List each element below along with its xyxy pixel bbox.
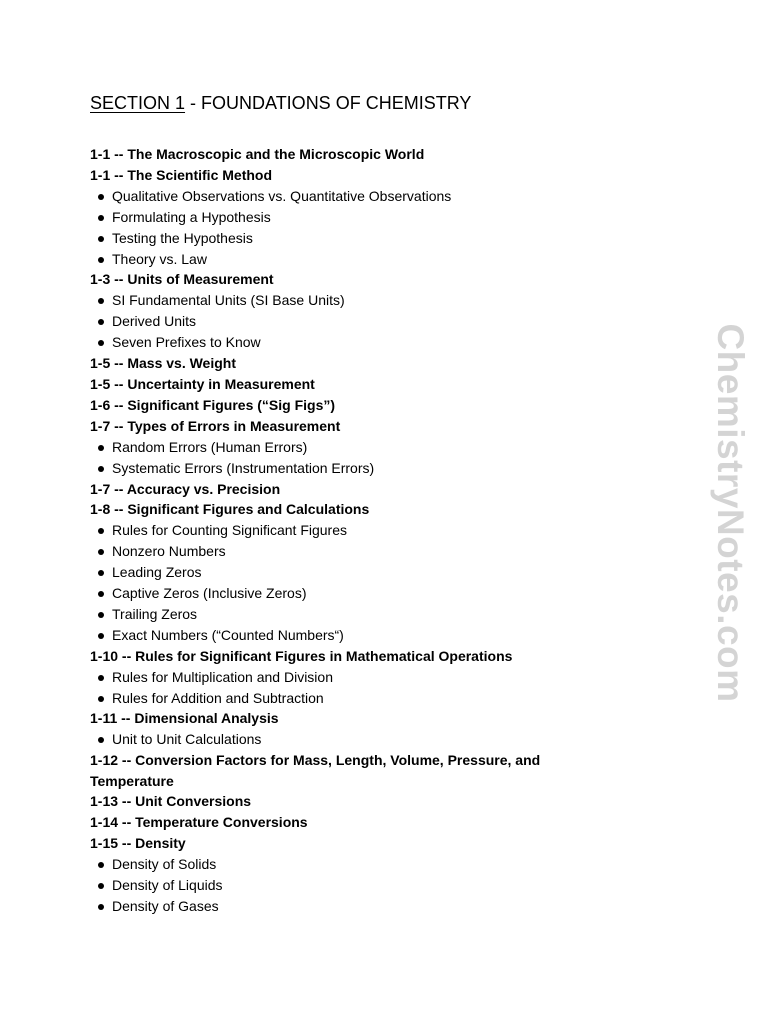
- bullet-icon: [98, 257, 104, 263]
- outline-bullet-item: [90, 688, 560, 709]
- bullet-icon: [98, 340, 104, 346]
- outline-bullet-item: [90, 249, 560, 270]
- section-label: SECTION 1: [90, 93, 186, 113]
- outline-bullet-item: [90, 541, 560, 562]
- bullet-text: SI Fundamental Units (SI Base Units): [112, 292, 345, 309]
- outline-bullet-item: [90, 207, 560, 228]
- bullet-icon: [98, 570, 104, 576]
- outline-bullet-item: [90, 896, 560, 917]
- table-of-contents: [90, 144, 560, 917]
- bullet-icon: [98, 675, 104, 681]
- section-title: [90, 93, 471, 114]
- outline-heading: 1-10 -- Rules for Significant Figures in Mathematical Operations: [90, 647, 513, 664]
- bullet-icon: [98, 612, 104, 618]
- outline-bullet-item: [90, 583, 560, 604]
- outline-heading: 1-12 -- Conversion Factors for Mass, Length, Volume, Pressure, and Temperature: [90, 752, 541, 789]
- outline-bullet-item: [90, 520, 560, 541]
- outline-heading: 1-1 -- The Macroscopic and the Microscopic World: [90, 146, 425, 162]
- outline-bullet-item: [90, 604, 560, 625]
- bullet-text: Density of Liquids: [112, 876, 223, 893]
- bullet-icon: [98, 633, 104, 639]
- section-subtitle: - FOUNDATIONS OF CHEMISTRY: [185, 93, 472, 113]
- bullet-text: Seven Prefixes to Know: [112, 334, 261, 351]
- outline-bullet-item: [90, 875, 560, 896]
- outline-heading: 1-7 -- Accuracy vs. Precision: [90, 480, 281, 497]
- outline-heading: 1-13 -- Unit Conversions: [90, 793, 252, 810]
- bullet-text: Unit to Unit Calculations: [112, 731, 262, 748]
- outline-bullet-item: [90, 311, 560, 332]
- outline-bullet-item: [90, 437, 560, 458]
- bullet-icon: [98, 862, 104, 868]
- bullet-text: Formulating a Hypothesis: [112, 208, 271, 225]
- bullet-icon: [98, 591, 104, 597]
- outline-bullet-item: [90, 562, 560, 583]
- outline-heading: 1-11 -- Dimensional Analysis: [90, 710, 279, 727]
- outline-heading: 1-8 -- Significant Figures and Calculations: [90, 501, 370, 518]
- bullet-text: Rules for Counting Significant Figures: [112, 522, 348, 539]
- bullet-icon: [98, 737, 104, 743]
- bullet-icon: [98, 696, 104, 702]
- bullet-icon: [98, 466, 104, 472]
- bullet-text: Leading Zeros: [112, 564, 202, 581]
- bullet-text: Rules for Addition and Subtraction: [112, 689, 324, 706]
- outline-bullet-item: [90, 854, 560, 875]
- bullet-text: Trailing Zeros: [112, 605, 198, 622]
- bullet-text: Random Errors (Human Errors): [112, 438, 308, 455]
- bullet-text: Qualitative Observations vs. Quantitative Observations: [112, 187, 452, 204]
- outline-heading: 1-5 -- Mass vs. Weight: [90, 355, 237, 372]
- bullet-icon: [98, 298, 104, 304]
- outline-bullet-item: [90, 729, 560, 750]
- bullet-text: Exact Numbers (“Counted Numbers“): [112, 626, 344, 643]
- bullet-icon: [98, 319, 104, 325]
- outline-heading: 1-15 -- Density: [90, 835, 186, 852]
- outline-heading: 1-5 -- Uncertainty in Measurement: [90, 375, 315, 392]
- bullet-text: Density of Solids: [112, 856, 217, 872]
- bullet-icon: [98, 215, 104, 221]
- outline-bullet-item: [90, 228, 560, 249]
- outline-bullet-item: [90, 458, 560, 479]
- bullet-text: Rules for Multiplication and Division: [112, 668, 333, 685]
- outline-bullet-item: [90, 625, 560, 646]
- outline-bullet-item: [90, 667, 560, 688]
- bullet-text: Captive Zeros (Inclusive Zeros): [112, 585, 307, 602]
- bullet-text: Systematic Errors (Instrumentation Errors): [112, 459, 375, 476]
- outline-heading: 1-7 -- Types of Errors in Measurement: [90, 417, 341, 434]
- bullet-icon: [98, 528, 104, 534]
- bullet-icon: [98, 549, 104, 555]
- outline-bullet-item: [90, 290, 560, 311]
- bullet-text: Derived Units: [112, 313, 197, 330]
- bullet-text: Density of Gases: [112, 897, 219, 914]
- outline-heading: 1-14 -- Temperature Conversions: [90, 814, 308, 831]
- bullet-text: Theory vs. Law: [112, 250, 207, 267]
- outline-heading: 1-3 -- Units of Measurement: [90, 271, 274, 288]
- bullet-text: Nonzero Numbers: [112, 543, 226, 560]
- outline-heading: 1-1 -- The Scientific Method: [90, 166, 273, 183]
- watermark: [710, 318, 750, 708]
- bullet-text: Testing the Hypothesis: [112, 229, 253, 246]
- bullet-icon: [98, 904, 104, 910]
- outline-bullet-item: [90, 186, 560, 207]
- outline-bullet-item: [90, 332, 560, 353]
- watermark-text: ChemistryNotes.com: [710, 323, 751, 703]
- bullet-icon: [98, 194, 104, 200]
- bullet-icon: [98, 883, 104, 889]
- outline-heading: 1-6 -- Significant Figures (“Sig Figs”): [90, 396, 336, 413]
- bullet-icon: [98, 236, 104, 242]
- bullet-icon: [98, 445, 104, 451]
